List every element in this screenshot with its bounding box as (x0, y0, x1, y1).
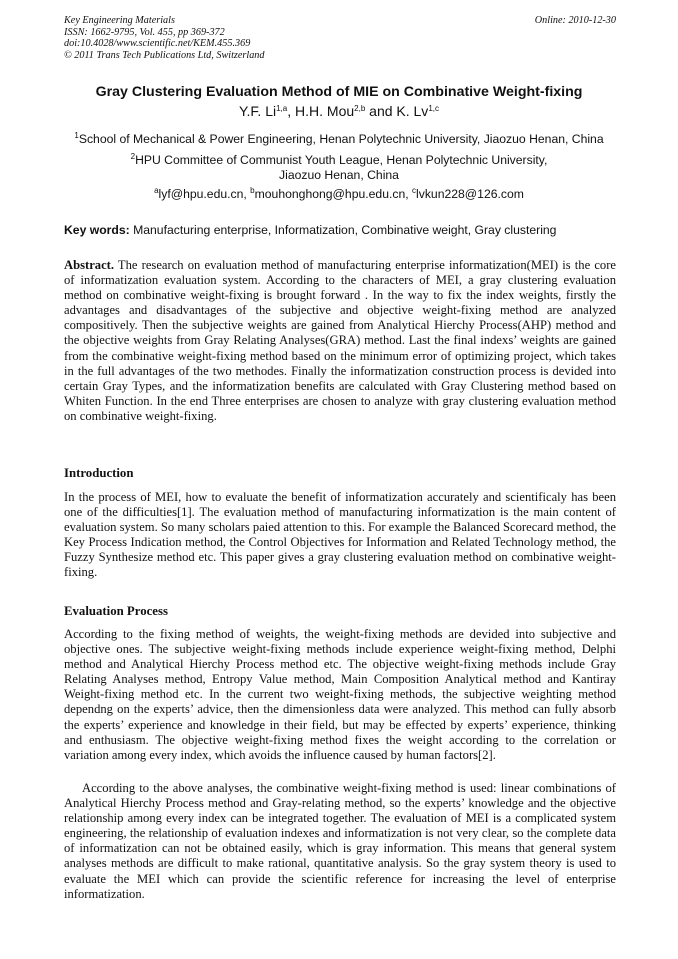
email-address[interactable]: lyf@hpu.edu.cn, (158, 187, 251, 201)
running-header (64, 15, 616, 61)
abstract-text: The research on evaluation method of manufacturing enterprise informatization(MEI) is the core of informatization evaluation system. According to the characters of MEI, a gray clustering evaluation method on combinative weight-fixing is brought forward . In the way to fix the index weights, firstly the advantages and disadvantages of the subjective and objective weight-fixing method are analyzed compositively. Then the subjective weights are gained from Analytical Hierchy Process(AHP) method and the objective weights from Gray Relating Analyses(GRA) method. Last the final indexs’ weights are gained from the combinative weight-fixing method based on the minimum error of optimizing project, which takes in the full advantages of the two methodes. Finally the informatization construction process is devided into certain Gray Types, and the informatization benefits are calculated with Gray Clustering method based on Whiten Function. In the end Three enterprises are chosen to analyze with gray clustering evaluation method on combinative weight-fixing. (64, 258, 616, 423)
email-sup: b (250, 186, 255, 195)
affil-text: HPU Committee of Communist Youth League, Henan Polytechnic University, (135, 153, 548, 167)
affiliation-2 (0, 153, 678, 183)
evaluation-paragraph-1: According to the fixing method of weights, the weight-fixing methods are devided into subjective and objective ones. The subjective weight-fixing methods include experience weight-fixing method, Delphi method and Analytical Hierchy Process method etc. The objective weight-fixing methods include Gray Relating Analyses method, Entropy Value method, Main Composition Analytical method and Kantiray Weight-fixing method etc. In the current two weight-fixing methods, the subjective weighting method dependng on the experts’ advice, then the dimensionless data were analyzed. This method can fully absorb the experts’ experience and knowledge in their field, but may be effected by experts’ experience, thinking and enthusiasm. The objective weight-fixing method fixes the weight according to the correlation or variation among every index, which avoids the influence caused by human factors[2]. (64, 627, 616, 762)
email-address[interactable]: lvkun228@126.com (416, 187, 524, 201)
author-affil-sup: 1,a (276, 104, 288, 113)
keywords-text: Manufacturing enterprise, Informatization, Combinative weight, Gray clustering (129, 223, 557, 237)
email-line (0, 187, 678, 201)
introduction-paragraph: In the process of MEI, how to evaluate the benefit of informatization accurately and scientificaly has been one of the difficulties[1]. The evaluation method of manufacturing informatization is the main content of evaluation system. So many scholars paied attention to this. For example the Balanced Scorecard method, the Key Process Indication method, the Control Objectives for Information and Related Technology method, the Fuzzy Synthesize method etc. This paper gives a gray clustering evaluation method on combinative weight-fixing. (64, 490, 616, 580)
online-date: Online: 2010-12-30 (534, 15, 616, 26)
author-line (0, 103, 678, 119)
paper-title: Gray Clustering Evaluation Method of MIE on Combinative Weight-fixing (95, 84, 583, 100)
affil-sup: 2 (130, 152, 136, 161)
copyright-line: © 2011 Trans Tech Publications Ltd, Switzerland (64, 49, 265, 61)
email-sup: c (412, 186, 417, 195)
abstract-label: Abstract. (64, 258, 115, 272)
email-address[interactable]: mouhonghong@hpu.edu.cn, (254, 187, 413, 201)
author-name: Y.F. Li (239, 103, 277, 119)
abstract (64, 258, 616, 424)
affiliation-1 (0, 132, 678, 147)
section-heading-evaluation: Evaluation Process (64, 604, 168, 618)
author-affil-sup: 2,b (354, 104, 366, 113)
issn-line: ISSN: 1662-9795, Vol. 455, pp 369-372 (64, 26, 225, 38)
author-name: H.H. Mou (295, 103, 355, 119)
author-separator: , (287, 103, 296, 119)
author-separator: and (365, 103, 397, 119)
affil-sup: 1 (74, 131, 79, 140)
keywords (64, 223, 616, 237)
author-name: K. Lv (396, 103, 429, 119)
email-sup: a (154, 186, 159, 195)
section-heading-introduction: Introduction (64, 466, 134, 480)
doi-line: doi:10.4028/www.scientific.net/KEM.455.369 (64, 38, 251, 50)
author-affil-sup: 1,c (428, 104, 439, 113)
affil-text: School of Mechanical & Power Engineering, Henan Polytechnic University, Jiaozuo Henan, China (78, 132, 604, 146)
evaluation-paragraph-2: According to the above analyses, the combinative weight-fixing method is used: linear combinations of Analytical Hierchy Process method and Gray-relating method, so the experts’ knowledge and the objective relationship among every index can be integrated together. The evaluation of MEI is a complicated system engineering, the relationship of evaluation indexes and informatization is not very clear, so the complete data of informatization can not be obtained easily, which is gray information. This means that general system analyses methods are difficult to make rational, quantitative analysis. So the gray system theory is used to evaluate the MEI which can provide the scientific reference for increasing the level of enterprise informatization. (64, 781, 616, 901)
journal-name: Key Engineering Materials (64, 15, 175, 26)
affil-text-line2: Jiaozuo Henan, China (279, 168, 399, 182)
keywords-label: Key words: (64, 223, 130, 237)
